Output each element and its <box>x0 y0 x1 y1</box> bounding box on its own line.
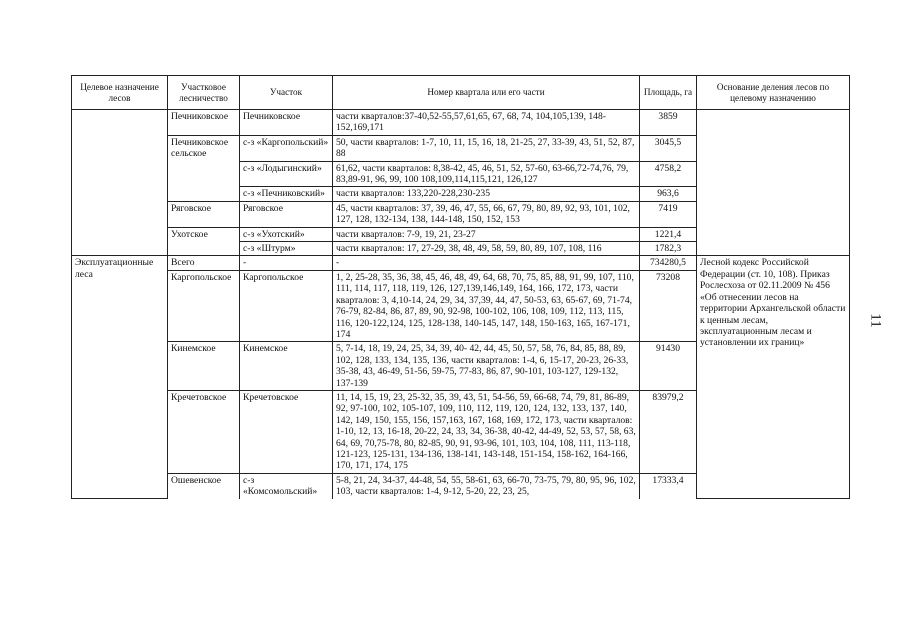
header-purpose: Целевое назначение лесов <box>72 76 168 110</box>
forestry-cell: Печниковское сельское <box>168 135 240 201</box>
quarters-cell: 5-8, 21, 24, 34-37, 44-48, 54, 55, 58-61, 63, 66-70, 73-75, 79, 80, 95, 96, 102, 103, части кварталов: 1-4, 9-12, 5-20, 22, 23, 25, <box>333 473 640 498</box>
purpose-cell: Эксплуатационные леса <box>72 256 168 499</box>
table-header-row <box>72 76 850 110</box>
site-cell: с-з «Лодыгинский» <box>240 161 333 187</box>
site-cell: с-з «Печниковский» <box>240 187 333 201</box>
page-number: 11 <box>867 313 884 328</box>
quarters-cell: 11, 14, 15, 19, 23, 25-32, 35, 39, 43, 51, 54-56, 59, 66-68, 74, 79, 81, 86-89, 92, 97-100, 102, 105-107, 109, 110, 112, 119, 120, 124, 132, 133, 137, 140, 142, 149, 150, 155, 156, 157,163, 167, 168, 169, 172, 173, части кварталов: 1-10, 12, 13, 16-18, 20-22, 24, 33, 34, 36-38, 40-42, 44-49, 52, 53, 57, 58, 63, 64, 69, 70,75-78, 80, 82-85, 90, 91, 93-96, 101, 103, 104, 108, 111, 113-118, 121-123, 125-131, 134-136, 138-141, 143-148, 151-154, 158-162, 164-166, 170, 171, 174, 175 <box>333 390 640 473</box>
quarters-cell: 61,62, части кварталов: 8,38-42, 45, 46, 51, 52, 57-60, 63-66,72-74,76, 79, 83,89-91, 96, 99, 100 108,109,114,115,121, 126,127 <box>333 161 640 187</box>
forestry-cell: Печниковское <box>168 110 240 136</box>
basis-cell <box>697 110 850 256</box>
site-cell: с-з «Ухотский» <box>240 227 333 241</box>
forestry-cell: Ряговское <box>168 201 240 227</box>
area-cell: 4758,2 <box>640 161 697 187</box>
area-cell: 3045,5 <box>640 135 697 161</box>
area-cell: 91430 <box>640 342 697 391</box>
area-cell: 7419 <box>640 201 697 227</box>
forest-purpose-table <box>71 75 850 499</box>
site-cell: Печниковское <box>240 110 333 136</box>
area-cell: 73208 <box>640 270 697 341</box>
site-cell: с-з «Каргопольский» <box>240 135 333 161</box>
site-cell: Кречетовское <box>240 390 333 473</box>
forestry-cell: Кречетовское <box>168 390 240 473</box>
quarters-cell: - <box>333 256 640 270</box>
site-cell: с-з «Комсомольский» <box>240 473 333 498</box>
table-row <box>72 110 850 136</box>
table-row <box>72 256 850 270</box>
area-cell: 3859 <box>640 110 697 136</box>
quarters-cell: 1, 2, 25-28, 35, 36, 38, 45, 46, 48, 49, 64, 68, 70, 75, 85, 88, 91, 99, 107, 110, 111, 114, 117, 118, 119, 126, 127,139,146,149, 164, 166, 172, 173, части кварталов: 3, 4,10-14, 24, 29, 34, 37,39, 44, 47, 50-53, 63, 65-67, 69, 71-74, 76-79, 82-84, 86, 87, 89, 90, 92-98, 100-102, 106, 108, 109, 112, 113, 115, 116, 120-122,124, 125, 128-138, 140-145, 147, 148, 150-163, 165, 167-171, 174 <box>333 270 640 341</box>
area-cell: 1782,3 <box>640 242 697 256</box>
quarters-cell: 5, 7-14, 18, 19, 24, 25, 34, 39, 40- 42, 44, 45, 50, 57, 58, 76, 84, 85, 88, 89, 102, 128, 133, 134, 135, 136, части кварталов: 1-4, 6, 15-17, 20-23, 26-33, 35-38, 43, 46-49, 51-56, 59-75, 77-83, 86, 87, 90-101, 103-127, 129-132, 137-139 <box>333 342 640 391</box>
site-cell: Ряговское <box>240 201 333 227</box>
purpose-cell <box>72 110 168 256</box>
forestry-cell: Кинемское <box>168 342 240 391</box>
header-area: Площадь, га <box>640 76 697 110</box>
area-cell: 83979,2 <box>640 390 697 473</box>
quarters-cell: 45, части кварталов: 37, 39, 46, 47, 55, 66, 67, 79, 80, 89, 92, 93, 101, 102, 127, 128, 132-134, 138, 144-148, 150, 152, 153 <box>333 201 640 227</box>
header-quarters: Номер квартала или его части <box>333 76 640 110</box>
quarters-cell: части кварталов:37-40,52-55,57,61,65, 67, 68, 74, 104,105,139, 148-152,169,171 <box>333 110 640 136</box>
header-forestry: Участковое лесничество <box>168 76 240 110</box>
header-basis: Основание деления лесов по целевому назначению <box>697 76 850 110</box>
site-cell: Каргопольское <box>240 270 333 341</box>
quarters-cell: части кварталов: 7-9, 19, 21, 23-27 <box>333 227 640 241</box>
area-cell: 1221,4 <box>640 227 697 241</box>
basis-cell: Лесной кодекс Российской Федерации (ст. 10, 108). Приказ Рослесхоза от 02.11.2009 № 456 «Об отнесении лесов на территории Архангельской области к ценным лесам, эксплуатационным лесам и установлении их границ» <box>697 256 850 499</box>
header-site: Участок <box>240 76 333 110</box>
quarters-cell: части кварталов: 133,220-228,230-235 <box>333 187 640 201</box>
quarters-cell: 50, части кварталов: 1-7, 10, 11, 15, 16, 18, 21-25, 27, 33-39, 43, 51, 52, 87, 88 <box>333 135 640 161</box>
forestry-cell: Всего <box>168 256 240 270</box>
quarters-cell: части кварталов: 17, 27-29, 38, 48, 49, 58, 59, 80, 89, 107, 108, 116 <box>333 242 640 256</box>
area-cell: 734280,5 <box>640 256 697 270</box>
area-cell: 963,6 <box>640 187 697 201</box>
site-cell: с-з «Штурм» <box>240 242 333 256</box>
forestry-cell: Ошевенское <box>168 473 240 498</box>
forestry-cell: Ухотское <box>168 227 240 256</box>
forestry-cell: Каргопольское <box>168 270 240 341</box>
site-cell: - <box>240 256 333 270</box>
site-cell: Кинемское <box>240 342 333 391</box>
area-cell: 17333,4 <box>640 473 697 498</box>
